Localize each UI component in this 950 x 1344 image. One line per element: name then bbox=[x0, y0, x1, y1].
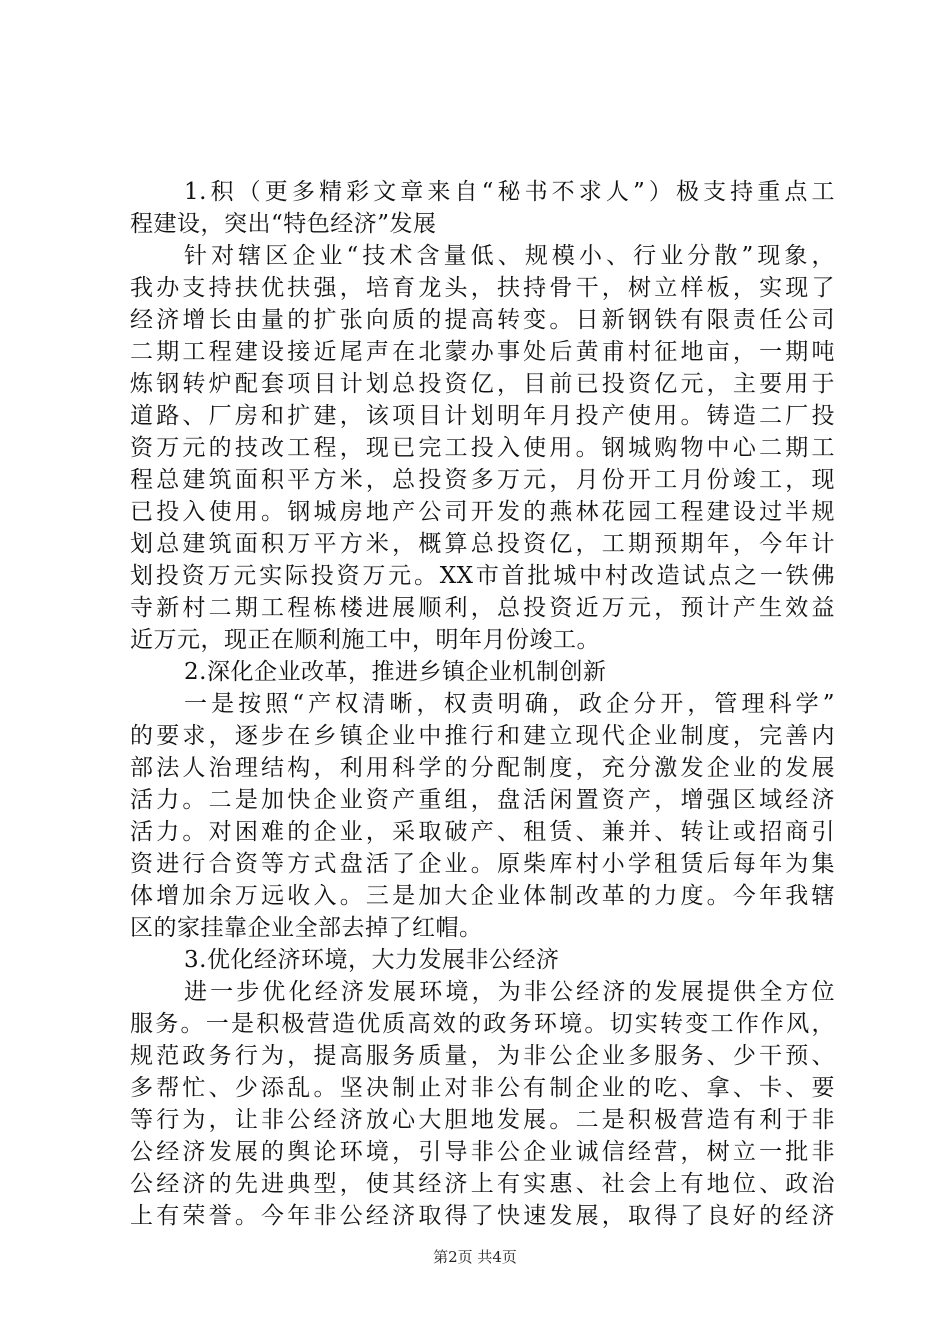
paragraph-line: 程总建筑面积平方米，总投资多万元，月份开工月份竣工，现 bbox=[130, 467, 835, 493]
paragraph-line: 公经济的先进典型，使其经济上有实惠、社会上有地位、政治 bbox=[130, 1171, 835, 1197]
paragraph-line: 二期工程建设接近尾声在北蒙办事处后黄甫村征地亩，一期吨 bbox=[130, 339, 835, 365]
paragraph-line: 体增加余万远收入。三是加大企业体制改革的力度。今年我辖 bbox=[130, 883, 835, 909]
paragraph-line: 经济增长由量的扩张向质的提高转变。日新钢铁有限责任公司 bbox=[130, 307, 835, 333]
page-number-footer: 第2页 共4页 bbox=[433, 1248, 517, 1266]
section-heading: 1.积（更多精彩文章来自“秘书不求人”）极支持重点工 bbox=[184, 179, 835, 205]
paragraph-line: 一是按照“产权清晰，权责明确，政企分开，管理科学” bbox=[184, 691, 835, 717]
paragraph-line: 寺新村二期工程栋楼进展顺利，总投资近万元，预计产生效益 bbox=[130, 595, 835, 621]
section-heading: 2.深化企业改革，推进乡镇企业机制创新 bbox=[184, 659, 607, 685]
paragraph-line: 已投入使用。钢城房地产公司开发的燕林花园工程建设过半规 bbox=[130, 499, 835, 525]
paragraph-line: 针对辖区企业“技术含量低、规模小、行业分散”现象， bbox=[184, 243, 835, 269]
paragraph-line: 划投资万元实际投资万元。XX市首批城中村改造试点之一铁佛 bbox=[130, 563, 835, 589]
paragraph-line: 近万元，现正在顺利施工中，明年月份竣工。 bbox=[130, 627, 600, 653]
paragraph-line: 区的家挂靠企业全部去掉了红帽。 bbox=[130, 915, 483, 941]
paragraph-line: 上有荣誉。今年非公经济取得了快速发展，取得了良好的经济 bbox=[130, 1203, 835, 1229]
paragraph-line: 等行为，让非公经济放心大胆地发展。二是积极营造有利于非 bbox=[130, 1107, 835, 1133]
paragraph-line: 部法人治理结构，利用科学的分配制度，充分激发企业的发展 bbox=[130, 755, 835, 781]
paragraph-line: 划总建筑面积万平方米，概算总投资亿，工期预期年，今年计 bbox=[130, 531, 835, 557]
paragraph-line: 多帮忙、少添乱。坚决制止对非公有制企业的吃、拿、卡、要 bbox=[130, 1075, 835, 1101]
document-body bbox=[130, 176, 835, 1232]
paragraph-line: 资进行合资等方式盘活了企业。原柴库村小学租赁后每年为集 bbox=[130, 851, 835, 877]
paragraph-line: 进一步优化经济发展环境，为非公经济的发展提供全方位 bbox=[184, 979, 835, 1005]
paragraph-line: 的要求，逐步在乡镇企业中推行和建立现代企业制度，完善内 bbox=[130, 723, 835, 749]
paragraph-line: 活力。对困难的企业，采取破产、租赁、兼并、转让或招商引 bbox=[130, 819, 835, 845]
paragraph-line: 我办支持扶优扶强，培育龙头，扶持骨干，树立样板，实现了 bbox=[130, 275, 835, 301]
section-heading: 3.优化经济环境，大力发展非公经济 bbox=[184, 947, 560, 973]
section-heading: 程建设，突出“特色经济”发展 bbox=[130, 211, 437, 237]
paragraph-line: 炼钢转炉配套项目计划总投资亿，目前已投资亿元，主要用于 bbox=[130, 371, 835, 397]
paragraph-line: 活力。二是加快企业资产重组，盘活闲置资产，增强区域经济 bbox=[130, 787, 835, 813]
paragraph-line: 公经济发展的舆论环境，引导非公企业诚信经营，树立一批非 bbox=[130, 1139, 835, 1165]
paragraph-line: 服务。一是积极营造优质高效的政务环境。切实转变工作作风， bbox=[130, 1011, 835, 1037]
paragraph-line: 资万元的技改工程，现已完工投入使用。钢城购物中心二期工 bbox=[130, 435, 835, 461]
paragraph-line: 道路、厂房和扩建，该项目计划明年月投产使用。铸造二厂投 bbox=[130, 403, 835, 429]
paragraph-line: 规范政务行为，提高服务质量，为非公企业多服务、少干预、 bbox=[130, 1043, 835, 1069]
